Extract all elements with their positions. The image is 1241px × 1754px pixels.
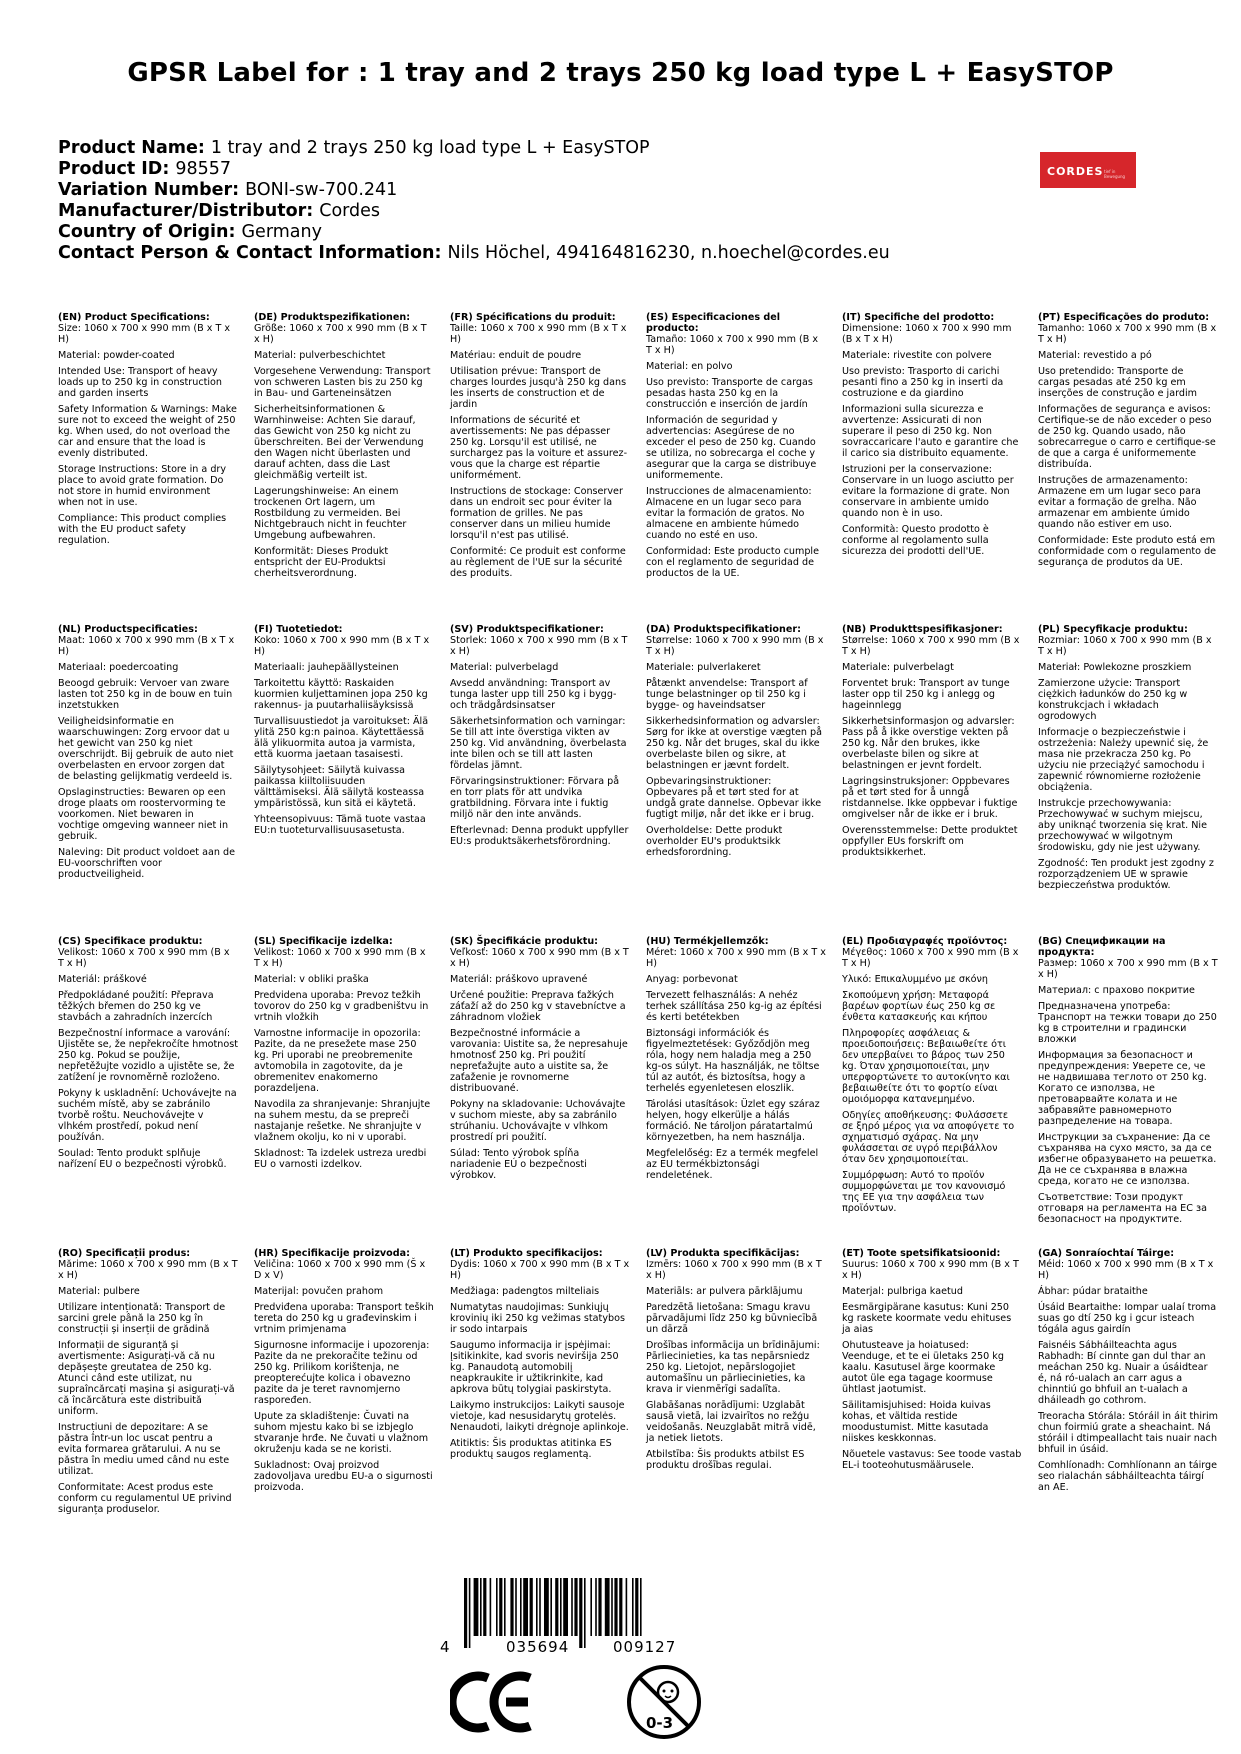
info-value: Germany	[241, 222, 322, 242]
spec-paragraph: Izmērs: 1060 x 700 x 990 mm (B x T x H)	[646, 1259, 822, 1281]
info-row	[58, 201, 1018, 222]
spec-paragraph: Laikymo instrukcijos: Laikyti sausoje vietoje, kad nesusidarytų grotelės. Nenaudoti, laikyti drėgnoje aplinkoje.	[450, 1400, 629, 1433]
spec-paragraph: Material: pulbere	[58, 1286, 140, 1297]
info-value: BONI-sw-700.241	[245, 180, 398, 200]
logo-text: CORDES	[1047, 165, 1104, 178]
spec-paragraph: Určené použitie: Preprava ťažkých záťaží až do 250 kg v stavebníctve a záhradnom vložiek	[450, 990, 626, 1023]
spec-heading: (PL) Specyfikacje produktu:	[1038, 624, 1188, 635]
spec-heading: (CS) Specifikace produktu:	[58, 936, 203, 947]
spec-section	[646, 312, 826, 584]
spec-paragraph: Paredzētā lietošana: Smagu kravu pārvadājumi līdz 250 kg būvniecībā un dārzā	[646, 1302, 818, 1335]
spec-paragraph: Instruções de armazenamento: Armazene em um lugar seco para evitar a formação de grelha. Não armazenar em ambiente úmido quando não estiver em uso.	[1038, 475, 1201, 530]
spec-paragraph: Velikost: 1060 x 700 x 990 mm (B x T x H)	[254, 947, 426, 969]
spec-paragraph: Größe: 1060 x 700 x 990 mm (B x T x H)	[254, 323, 427, 345]
spec-section	[646, 936, 826, 1186]
spec-paragraph: Instrucciones de almacenamiento: Almacene en un lugar seco para evitar la formación de gratos. No almacene en ambiente húmedo cuando no esté en uso.	[646, 486, 812, 541]
barcode-digits-mid: 035694	[506, 1638, 570, 1656]
spec-paragraph: Säilitamisjuhised: Hoida kuivas kohas, et vältida restide moodustumist. Mitte kasutada niiskes keskkonnas.	[842, 1400, 991, 1444]
spec-paragraph: Informations de sécurité et avertissements: Ne pas dépasser 250 kg. Lorsqu'il est utilisé, ne surchargez pas la voiture et assurez-vous que la charge est répartie uniformément.	[450, 415, 628, 481]
spec-paragraph: Instructions de stockage: Conserver dans un endroit sec pour éviter la formation de grilles. Ne pas conserver dans un milieu humide lorsqu'il n'est pas utilisé.	[450, 486, 623, 541]
info-label: Manufacturer/Distributor:	[58, 201, 314, 221]
info-row	[58, 180, 1018, 201]
spec-paragraph: Materiał: Powlekozne proszkiem	[1038, 662, 1192, 673]
spec-paragraph: Tervezett felhasználás: A nehéz terhek szállítása 250 kg-ig az építési és kerti betétekben	[646, 990, 822, 1023]
spec-paragraph: Πληροφορίες ασφάλειας & προειδοποιήσεις: Βεβαιωθείτε ότι δεν υπερβαίνει το βάρος των 250 kg. Όταν χρησιμοποιείται, μην υπερφορτώνετε το αυτοκίνητο και βεβαιωθείτε ότι το φορτίο είναι ομοιόμορφα κατανεμημένο.	[842, 1028, 1010, 1105]
spec-paragraph: Instrucțiuni de depozitare: A se păstra într-un loc uscat pentru a evita formarea grătarului. A nu se păstra în mediu umed când nu este utilizat.	[58, 1422, 230, 1477]
spec-paragraph: Σκοπούμενη χρήση: Μεταφορά βαρέων φορτίων έως 250 kg σε ένθετα κατασκευής και κήπου	[842, 990, 996, 1023]
spec-section	[450, 624, 630, 852]
spec-paragraph: Tarkoitettu käyttö: Raskaiden kuormien kuljettaminen jopa 250 kg rakennus- ja puutarhaliisäyksissä	[254, 678, 428, 711]
spec-paragraph: Storlek: 1060 x 700 x 990 mm (B x T x H)	[450, 635, 628, 657]
spec-section	[842, 1248, 1022, 1476]
spec-section	[254, 936, 434, 1175]
barcode-bar	[590, 1578, 592, 1636]
spec-heading: (BG) Спецификации на продукта:	[1038, 936, 1166, 958]
spec-paragraph: Οδηγίες αποθήκευσης: Φυλάσσετε σε ξηρό μέρος για να αποφύγετε το σχηματισμό σχάρας. Να μην φυλάσσεται σε υγρό περιβάλλον όταν δεν χρησιμοποιείται.	[842, 1110, 1015, 1165]
spec-paragraph: Megfelelőség: Ez a termék megfelel az EU termékbiztonsági rendeletének.	[646, 1148, 819, 1181]
spec-paragraph: Conformité: Ce produit est conforme au règlement de l'UE sur la sécurité des produits.	[450, 546, 626, 579]
info-row	[58, 222, 1018, 243]
barcode	[436, 1578, 726, 1662]
info-label: Variation Number:	[58, 180, 240, 200]
spec-paragraph: Veličina: 1060 x 700 x 990 mm (Š x D x V)	[254, 1259, 426, 1281]
info-value: 98557	[175, 159, 232, 179]
spec-paragraph: Uso pretendido: Transporte de cargas pesadas até 250 kg em inserções de construção e jardim	[1038, 366, 1197, 399]
spec-section	[1038, 624, 1218, 896]
spec-paragraph: Förvaringsinstruktioner: Förvara på en torr plats för att undvika gratbildning. Förvara inte i fuktig miljö när den inte används.	[450, 776, 620, 820]
spec-heading: (FR) Spécifications du produit:	[450, 312, 616, 323]
spec-paragraph: Uso previsto: Trasporto di carichi pesanti fino a 250 kg in inserti da costruzione e da giardino	[842, 366, 1004, 399]
spec-paragraph: Ohutusteave ja hoiatused: Veenduge, et te ei ületaks 250 kg kaalu. Kasutusel ärge koormake autot üle ega tagage koormuse ühtlast jaotumist.	[842, 1340, 1004, 1395]
spec-heading: (NL) Productspecificaties:	[58, 624, 198, 635]
spec-paragraph: Comhlíonadh: Comhlíonann an táirge seo rialachán sábháilteachta táirgí an AE.	[1038, 1460, 1218, 1493]
spec-paragraph: Sikkerhetsinformasjon og advarsler: Pass på å ikke overstige vekten på 250 kg. Når den brukes, ikke overbelaste bilen og sikre at belastningen er jevnt fordelt.	[842, 716, 1015, 771]
spec-paragraph: Konformität: Dieses Produkt entspricht der EU-Produktsi cherheitsverordnung.	[254, 546, 389, 579]
spec-section	[1038, 312, 1218, 573]
barcode-bar	[614, 1578, 617, 1636]
barcode-bar	[598, 1578, 601, 1636]
barcode-bar	[539, 1578, 541, 1636]
spec-paragraph: Biztonsági információk és figyelmeztetések: Győződjön meg róla, hogy nem haladja meg a 250 kg-os súlyt. Ha használják, ne töltse túl az autót, és biztosítsa, hogy a terhelés egyenletesen eloszlik.	[646, 1028, 820, 1094]
spec-heading: (ES) Especificaciones del producto:	[646, 312, 781, 334]
spec-paragraph: Maat: 1060 x 700 x 990 mm (B x T x H)	[58, 635, 235, 657]
spec-paragraph: Beoogd gebruik: Vervoer van zware lasten tot 250 kg in de bouw en tuin inzetstukken	[58, 678, 233, 711]
spec-paragraph: Materiaali: jauhepäällysteinen	[254, 662, 399, 673]
spec-paragraph: Информация за безопасност и предупреждения: Уверете се, че не надвишава теглото от 250 kg. Когато се използва, не претоварвайте колата и не забравяйте равномерното разпределение на товара.	[1038, 1050, 1207, 1127]
info-label: Contact Person & Contact Information:	[58, 243, 442, 263]
spec-heading: (PT) Especificações do produto:	[1038, 312, 1210, 323]
barcode-bar	[474, 1578, 479, 1636]
spec-paragraph: Material: v obliki praška	[254, 974, 369, 985]
spec-paragraph: Drošības informācija un brīdinājumi: Pārliecinieties, ka tas nepārsniedz 250 kg. Lietojot, nepārslogojiet automašīnu un pārliecinieties, ka krava ir vienmērīgi sadalīta.	[646, 1340, 820, 1395]
barcode-bar	[504, 1578, 506, 1636]
spec-paragraph: Материал: с прахово покритие	[1038, 985, 1195, 996]
spec-paragraph: Dimensione: 1060 x 700 x 990 mm (B x T x H)	[842, 323, 1012, 345]
spec-paragraph: Lagringsinstruksjoner: Oppbevares på et tørt sted for å unngå ristdannelse. Ikke oppbevar i fuktige omgivelser når de ikke er i bruk.	[842, 776, 1018, 820]
barcode-bar	[611, 1578, 613, 1636]
barcode-bar	[584, 1578, 586, 1648]
spec-heading: (FI) Tuotetiedot:	[254, 624, 343, 635]
spec-section	[1038, 936, 1218, 1230]
spec-section	[254, 1248, 434, 1498]
barcode-bar	[574, 1578, 577, 1636]
spec-heading: (DE) Produktspezifikationen:	[254, 312, 411, 323]
spec-section	[646, 624, 826, 863]
page-title: GPSR Label for : 1 tray and 2 trays 250 kg load type L + EasySTOP	[127, 58, 1114, 88]
product-info	[58, 138, 1018, 264]
barcode-bar	[530, 1578, 533, 1636]
spec-paragraph: Numatytas naudojimas: Sunkiųjų krovinių iki 250 kg vežimas statybos ir sodo intarpais	[450, 1302, 625, 1335]
spec-paragraph: Méid: 1060 x 700 x 990 mm (B x T x H)	[1038, 1259, 1214, 1281]
spec-paragraph: Dydis: 1060 x 700 x 990 mm (B x T x H)	[450, 1259, 630, 1281]
spec-paragraph: Upute za skladištenje: Čuvati na suhom mjestu kako bi se izbjeglo stvaranje hrđe. Ne čuvati u vlažnom okruženju kada se ne koristi.	[254, 1411, 429, 1455]
spec-paragraph: Conformidade: Este produto está em conformidade com o regulamento de segurança de produtos da UE.	[1038, 535, 1217, 568]
spec-paragraph: Súlad: Tento výrobok spĺňa nariadenie EÚ o bezpečnosti výrobkov.	[450, 1148, 587, 1181]
spec-heading: (SV) Produktspecifikationer:	[450, 624, 604, 635]
spec-paragraph: Размер: 1060 x 700 x 990 mm (B x T x H)	[1038, 958, 1218, 980]
spec-paragraph: Zgodność: Ten produkt jest zgodny z rozporządzeniem UE w sprawie bezpieczeństwa produktów.	[1038, 858, 1214, 891]
spec-paragraph: Påtænkt anvendelse: Transport af tunge belastninger op til 250 kg i bygge- og haveindsatser	[646, 678, 808, 711]
spec-section	[450, 936, 630, 1186]
spec-paragraph: Pokyny k uskladnění: Uchovávejte na suchém místě, aby se zabránilo tvorbě roštu. Neuchovávejte v vlhkém prostředí, pokud není používán.	[58, 1088, 237, 1143]
spec-paragraph: Velikost: 1060 x 700 x 990 mm (B x T x H)	[58, 947, 230, 969]
spec-paragraph: Informații de siguranță și avertismente: Asigurați-vă că nu depășește greutatea de 250 kg. Atunci când este utilizat, nu supraîncărcați mașina și asigurați-vă că încărcătura este distribuită uniform.	[58, 1340, 235, 1417]
spec-paragraph: Съответствие: Този продукт отговаря на регламента на ЕС за безопасност на продуктите.	[1038, 1192, 1207, 1225]
barcode-bar	[635, 1578, 638, 1636]
barcode-bar	[515, 1578, 517, 1636]
spec-paragraph: Vorgesehene Verwendung: Transport von schweren Lasten bis zu 250 kg in Bau- und Garteneinsätzen	[254, 366, 431, 399]
spec-paragraph: Инструкции за съхранение: Да се съхранява на сухо място, за да се избегне образуването на решетка. Да не се съхранява в влажна среда, когато не се използва.	[1038, 1132, 1217, 1187]
spec-paragraph: Varnostne informacije in opozorila: Pazite, da ne presežete mase 250 kg. Pri uporabi ne preobremenite avtomobila in zagotovite, da je obremenitev enakomerno porazdeljena.	[254, 1028, 421, 1094]
spec-paragraph: Navodila za shranjevanje: Shranjujte na suhem mestu, da se prepreči nastajanje rešetke. Ne shranjujte v vlažnem okolju, ko ni v uporabi.	[254, 1099, 431, 1143]
spec-paragraph: Istruzioni per la conservazione: Conservare in un luogo asciutto per evitare la formazione di grate. Non conservare in ambiente umido quando non è in uso.	[842, 464, 1014, 519]
spec-paragraph: Compliance: This product complies with the EU product safety regulation.	[58, 513, 227, 546]
info-row	[58, 138, 1018, 159]
spec-paragraph: Tárolási utasítások: Üzlet egy száraz helyen, hogy elkerülje a hálás formáció. Ne tároljon páratartalmú környezetben, ha nem használja.	[646, 1099, 820, 1143]
spec-section	[1038, 1248, 1218, 1498]
spec-paragraph: Yhteensopivuus: Tämä tuote vastaa EU:n tuoteturvallisuusasetusta.	[254, 814, 426, 836]
spec-paragraph: Υλικό: Επικαλυμμένο με σκόνη	[842, 974, 988, 985]
spec-paragraph: Materiale: pulverbelagt	[842, 662, 954, 673]
spec-paragraph: Utilisation prévue: Transport de charges lourdes jusqu'à 250 kg dans les inserts de construction et de jardin	[450, 366, 627, 410]
spec-paragraph: Turvallisuustiedot ja varoitukset: Älä ylitä 250 kg:n painoa. Käytettäessä älä ylikuormita autoa ja varmista, että kuorma jaetaan tasaisesti.	[254, 716, 429, 760]
spec-heading: (IT) Specifiche del prodotto:	[842, 312, 995, 323]
spec-paragraph: Material: pulverbelagd	[450, 662, 559, 673]
barcode-bar	[571, 1578, 573, 1636]
cordes-logo	[1040, 152, 1136, 188]
spec-paragraph: Předpokládané použití: Přeprava těžkých břemen do 250 kg ve stavbách a zahradních inzercích	[58, 990, 214, 1023]
spec-paragraph: Opbevaringsinstruktioner: Opbevares på et tørt sted for at undgå grate dannelse. Opbevar ikke fugtigt miljø, når det ikke er i brug.	[646, 776, 822, 820]
spec-paragraph: Soulad: Tento produkt splňuje nařízení EU o bezpečnosti výrobků.	[58, 1148, 227, 1170]
barcode-bar	[483, 1578, 486, 1636]
spec-paragraph: Avsedd användning: Transport av tunga laster upp till 250 kg i bygg- och trädgårdsinsatser	[450, 678, 617, 711]
info-value: 1 tray and 2 trays 250 kg load type L + EasySTOP	[210, 138, 650, 158]
spec-paragraph: Storage Instructions: Store in a dry place to avoid grate formation. Do not store in humid environment when not in use.	[58, 464, 227, 508]
spec-paragraph: Materiaal: poedercoating	[58, 662, 179, 673]
spec-heading: (EN) Product Specifications:	[58, 312, 210, 323]
spec-paragraph: Material: en polvo	[646, 361, 733, 372]
spec-paragraph: Treoracha Stórála: Stóráil in áit thirim chun foirmiú grate a sheachaint. Ná stóráil i dtimpeallacht tais nuair nach bhfuil in úsáid.	[1038, 1411, 1218, 1455]
spec-paragraph: Conformidad: Este producto cumple con el reglamento de seguridad de productos de la UE.	[646, 546, 819, 579]
spec-paragraph: Utilizare intenționată: Transport de sarcini grele până la 250 kg în construcții și inserții de grădină	[58, 1302, 226, 1335]
spec-paragraph: Úsáid Beartaithe: Iompar ualaí troma suas go dtí 250 kg i gcur isteach tógála agus gairdín	[1038, 1302, 1217, 1335]
spec-paragraph: Zamierzone użycie: Transport ciężkich ładunków do 250 kg w konstrukcjach i wkładach ogrodowych	[1038, 678, 1188, 722]
spec-paragraph: Informacje o bezpieczeństwie i ostrzeżenia: Należy upewnić się, że masa nie przekracza 250 kg. Po użyciu nie przeciążyć samochodu i zapewnić równomierne rozłożenie obciążenia.	[1038, 727, 1209, 793]
barcode-bar	[480, 1578, 482, 1636]
spec-paragraph: Eesmärgipärane kasutus: Kuni 250 kg raskete koormate vedu ehituses ja aias	[842, 1302, 1012, 1335]
barcode-bar	[496, 1578, 498, 1636]
spec-paragraph: Veľkosť: 1060 x 700 x 990 mm (B x T x H)	[450, 947, 629, 969]
spec-paragraph: Bezpečnostní informace a varování: Ujistěte se, že nepřekročíte hmotnost 250 kg. Pokud se použije, nepřetěžujte vozidlo a ujistěte se, že zatížení je rovnoměrně rozloženo.	[58, 1028, 239, 1083]
spec-heading: (GA) Sonraíochtaí Táirge:	[1038, 1248, 1175, 1259]
barcode-bar	[626, 1578, 628, 1636]
spec-paragraph: Materijal: povučen prahom	[254, 1286, 384, 1297]
spec-paragraph: Veiligheidsinformatie en waarschuwingen: Zorg ervoor dat u het gewicht van 250 kg niet overschrijdt. Bij gebruik de auto niet overbelasten en ervoor zorgen dat de belasting gelijkmatig verdeeld is.	[58, 716, 234, 782]
spec-paragraph: Conformitate: Acest produs este conform cu regulamentul UE privind siguranța produselor.	[58, 1482, 232, 1515]
spec-paragraph: Predviđena uporaba: Transport teških tereta do 250 kg u građevinskim i vrtnim primjenama	[254, 1302, 434, 1335]
barcode-bar	[469, 1578, 471, 1648]
spec-paragraph: Предназначена употреба: Транспорт на тежки товари до 250 kg в строителни и градински вложки	[1038, 1001, 1217, 1045]
spec-paragraph: Overensstemmelse: Dette produktet oppfyller EUs forskrift om produktsikkerhet.	[842, 825, 1018, 858]
spec-paragraph: Informações de segurança e avisos: Certifique-se de não exceder o peso de 250 kg. Quando usado, não sobrecarregue o carro e certifique-se de que a carga é uniformemente distribuída.	[1038, 404, 1216, 470]
barcode-bar	[520, 1578, 522, 1636]
spec-heading: (RO) Specificații produs:	[58, 1248, 191, 1259]
spec-heading: (SK) Špecifikácie produktu:	[450, 936, 599, 947]
spec-paragraph: Μέγεθος: 1060 x 700 x 990 mm (B x T x H)	[842, 947, 1019, 969]
barcode-bar	[555, 1578, 558, 1636]
spec-paragraph: Lagerungshinweise: An einem trockenen Ort lagern, um Rostbildung zu vermeiden. Bei Nichtgebrauch nicht in feuchter Umgebung aufbewahren.	[254, 486, 407, 541]
spec-paragraph: Tamanho: 1060 x 700 x 990 mm (B x T x H)	[1038, 323, 1217, 345]
info-row	[58, 159, 1018, 180]
barcode-bar	[632, 1578, 634, 1636]
spec-paragraph: Sukladnost: Ovaj proizvod zadovoljava uredbu EU-a o sigurnosti proizvoda.	[254, 1460, 433, 1493]
spec-paragraph: Taille: 1060 x 700 x 990 mm (B x T x H)	[450, 323, 627, 345]
barcode-bar	[560, 1578, 562, 1636]
spec-paragraph: Skladnost: Ta izdelek ustreza uredbi EU o varnosti izdelkov.	[254, 1148, 427, 1170]
info-label: Product Name:	[58, 138, 205, 158]
barcode-bar	[464, 1578, 467, 1648]
spec-section	[450, 312, 630, 584]
spec-paragraph: Size: 1060 x 700 x 990 mm (B x T x H)	[58, 323, 231, 345]
spec-paragraph: Efterlevnad: Denna produkt uppfyller EU:s produktsäkerhetsförordning.	[450, 825, 629, 847]
ce-mark-icon	[450, 1668, 536, 1736]
spec-paragraph: Materiale: rivestite con polvere	[842, 350, 992, 361]
spec-paragraph: Instrukcje przechowywania: Przechowywać w suchym miejscu, aby uniknąć tworzenia się krat. Nie przechowywać w wilgotnym środowisku, gdy nie jest używany.	[1038, 798, 1207, 853]
spec-paragraph: Suurus: 1060 x 700 x 990 mm (B x T x H)	[842, 1259, 1019, 1281]
spec-paragraph: Anyag: porbevonat	[646, 974, 738, 985]
spec-paragraph: Säkerhetsinformation och varningar: Se till att inte överstiga vikten av 250 kg. Vid användning, överbelasta inte bilen och se till att lasten fördelas jämnt.	[450, 716, 627, 771]
spec-paragraph: Uso previsto: Transporte de cargas pesadas hasta 250 kg en la construcción e inserción de jardín	[646, 377, 813, 410]
info-value: Cordes	[319, 201, 381, 221]
spec-paragraph: Méret: 1060 x 700 x 990 mm (B x T x H)	[646, 947, 826, 969]
spec-paragraph: Overholdelse: Dette produkt overholder EU's produktsikk erhedsforordning.	[646, 825, 783, 858]
spec-section	[842, 312, 1022, 562]
spec-section	[450, 1248, 630, 1465]
spec-paragraph: Informazioni sulla sicurezza e avvertenze: Assicurati di non superare il peso di 250 kg. Non sovraccaricare l'auto e garantire che il carico sia distribuito equamente.	[842, 404, 1019, 459]
spec-paragraph: Materiāls: ar pulvera pārklājumu	[646, 1286, 803, 1297]
age-warning-text: 0-3	[646, 1714, 674, 1732]
spec-paragraph: Matériau: enduit de poudre	[450, 350, 582, 361]
spec-paragraph: Atitiktis: Šis produktas atitinka ES produktų saugos reglamentą.	[450, 1438, 612, 1460]
spec-paragraph: Saugumo informacija ir įspėjimai: Įsitikinkite, kad svoris neviršija 250 kg. Panaudotą automobilį neapkraukite ir užtikrinkite, kad apkrova būtų tolygiai paskirstyta.	[450, 1340, 619, 1395]
spec-section	[842, 624, 1022, 863]
spec-paragraph: Pokyny na skladovanie: Uchovávajte v suchom mieste, aby sa zabránilo strúhaniu. Uchovávajte v vlhkom prostredí pri použití.	[450, 1099, 626, 1143]
spec-paragraph: Säilytysohjeet: Säilytä kuivassa paikassa kiiltoliisuuden välttämiseksi. Älä säilytä kosteassa ympäristössä, kun sitä ei käytetä.	[254, 765, 425, 809]
spec-paragraph: Sikkerhedsinformation og advarsler: Sørg for ikke at overstige vægten på 250 kg. Når det bruges, skal du ikke overbelaste bilen og sikre, at belastningen er jævnt fordelt.	[646, 716, 823, 771]
spec-paragraph: Material: pulverbeschichtet	[254, 350, 386, 361]
barcode-bar	[605, 1578, 610, 1636]
spec-paragraph: Rozmiar: 1060 x 700 x 990 mm (B x T x H)	[1038, 635, 1212, 657]
spec-paragraph: Bezpečnostné informácie a varovania: Uistite sa, že nepresahuje hmotnosť 250 kg. Pri použití nepreťažujte auto a uistite sa, že zaťaženie je rovnomerne distribuované.	[450, 1028, 628, 1094]
spec-heading: (DA) Produktspecifikationer:	[646, 624, 801, 635]
spec-heading: (HU) Termékjellemzők:	[646, 936, 769, 947]
spec-paragraph: Materiál: práškové	[58, 974, 147, 985]
info-row	[58, 243, 1018, 264]
spec-paragraph: Tamaño: 1060 x 700 x 990 mm (B x T x H)	[646, 334, 819, 356]
spec-heading: (LV) Produkta specifikācijas:	[646, 1248, 800, 1259]
spec-paragraph: Materiál: práškovo upravené	[450, 974, 588, 985]
barcode-bar	[579, 1578, 582, 1648]
info-label: Country of Origin:	[58, 222, 236, 242]
spec-paragraph: Nõuetele vastavus: See toode vastab EL-i tooteohutusmäärusele.	[842, 1449, 1022, 1471]
spec-section	[254, 624, 434, 841]
info-value: Nils Höchel, 494164816230, n.hoechel@cordes.eu	[447, 243, 890, 263]
spec-section	[58, 312, 238, 551]
spec-section	[254, 312, 434, 584]
logo-slogan: tief in Bewegung	[1104, 169, 1126, 179]
spec-paragraph: Safety Information & Warnings: Make sure not to exceed the weight of 250 kg. When used, do not overload the car and ensure that the load is evenly distributed.	[58, 404, 237, 459]
spec-paragraph: Mărime: 1060 x 700 x 990 mm (B x T x H)	[58, 1259, 238, 1281]
barcode-bar	[640, 1578, 642, 1636]
spec-paragraph: Forventet bruk: Transport av tunge laster opp til 250 kg i anlegg og hageinnlegg	[842, 678, 1010, 711]
spec-paragraph: Størrelse: 1060 x 700 x 990 mm (B x T x H)	[842, 635, 1020, 657]
spec-paragraph: Opslaginstructies: Bewaren op een droge plaats om roostervorming te voorkomen. Niet bewaren in vochtige omgeving wanneer niet in gebruik.	[58, 787, 229, 842]
barcode-digits-right: 009127	[613, 1638, 677, 1656]
spec-heading: (SL) Specifikacije izdelka:	[254, 936, 393, 947]
barcode-bar	[595, 1578, 597, 1636]
spec-paragraph: Συμμόρφωση: Αυτό το προϊόν συμμορφώνεται με τον κανονισμό της ΕΕ για την ασφάλεια των προϊόντων.	[842, 1170, 1006, 1214]
age-warning-icon	[624, 1662, 704, 1742]
spec-paragraph: Atbilstība: Šis produkts atbilst ES produktu drošības regulai.	[646, 1449, 805, 1471]
spec-paragraph: Glabāšanas norādījumi: Uzglabāt sausā vietā, lai izvairītos no režģu veidošanās. Neuzglabāt mitrā vidē, ja netiek lietots.	[646, 1400, 816, 1444]
barcode-bar	[550, 1578, 552, 1636]
spec-paragraph: Sicherheitsinformationen & Warnhinweise: Achten Sie darauf, das Gewicht von 250 kg nicht zu überschreiten. Bei der Verwendung den Wagen nicht überlasten und darauf achten, dass die Last gleichmäßig verteilt ist.	[254, 404, 424, 481]
spec-paragraph: Ábhar: púdar brataithe	[1038, 1286, 1148, 1297]
spec-paragraph: Koko: 1060 x 700 x 990 mm (B x T x H)	[254, 635, 430, 657]
spec-section	[58, 936, 238, 1175]
spec-heading: (EL) Προδιαγραφές προϊόντος:	[842, 936, 1008, 947]
barcode-digit-left: 4	[440, 1638, 450, 1656]
barcode-bar	[499, 1578, 502, 1636]
spec-paragraph: Sigurnosne informacije i upozorenja: Pazite da ne prekoračite težinu od 250 kg. Prilikom korištenja, ne preopterećujte kolica i obavezno pazite da je teret ravnomjerno raspoređen.	[254, 1340, 430, 1406]
spec-heading: (ET) Toote spetsifikatsioonid:	[842, 1248, 1001, 1259]
barcode-bar	[510, 1578, 513, 1636]
spec-heading: (HR) Specifikacije proizvoda:	[254, 1248, 410, 1259]
info-label: Product ID:	[58, 159, 170, 179]
spec-paragraph: Naleving: Dit product voldoet aan de EU-voorschriften voor productveiligheid.	[58, 847, 235, 880]
barcode-bar	[619, 1578, 622, 1636]
spec-paragraph: Predvidena uporaba: Prevoz težkih tovorov do 250 kg v gradbeništvu in vrtnih vložkih	[254, 990, 429, 1023]
spec-section	[842, 936, 1022, 1219]
barcode-bar	[536, 1578, 538, 1636]
spec-paragraph: Faisnéis Sábháilteachta agus Rabhadh: Bí cinnte gan dul thar an meáchan 250 kg. Nuair a úsáidtear é, ná ró-ualach an carr agus a chinntiú go bhfuil an t-ualach a dháileadh go cothrom.	[1038, 1340, 1208, 1406]
spec-heading: (LT) Produkto specifikacijos:	[450, 1248, 603, 1259]
barcode-bar	[490, 1578, 492, 1636]
barcode-bar	[523, 1578, 528, 1636]
barcode-bar	[563, 1578, 568, 1636]
spec-paragraph: Material: revestido a pó	[1038, 350, 1152, 361]
spec-heading: (NB) Produkttspesifikasjoner:	[842, 624, 1003, 635]
barcode-bar	[544, 1578, 549, 1636]
spec-paragraph: Medžiaga: padengtos milteliais	[450, 1286, 600, 1297]
spec-paragraph: Intended Use: Transport of heavy loads up to 250 kg in construction and garden inserts	[58, 366, 222, 399]
spec-paragraph: Información de seguridad y advertencias: Asegúrese de no exceder el peso de 250 kg. Cuando se utiliza, no sobrecarga el coche y asegurar que la carga se distribuye uniformemente.	[646, 415, 817, 481]
spec-paragraph: Material: powder-coated	[58, 350, 175, 361]
spec-paragraph: Materjal: pulbriga kaetud	[842, 1286, 963, 1297]
spec-paragraph: Conformità: Questo prodotto è conforme al regolamento sulla sicurezza dei prodotti dell'UE.	[842, 524, 989, 557]
spec-paragraph: Materiale: pulverlakeret	[646, 662, 761, 673]
spec-paragraph: Størrelse: 1060 x 700 x 990 mm (B x T x H)	[646, 635, 824, 657]
spec-section	[58, 624, 238, 885]
spec-section	[58, 1248, 238, 1520]
spec-section	[646, 1248, 826, 1476]
